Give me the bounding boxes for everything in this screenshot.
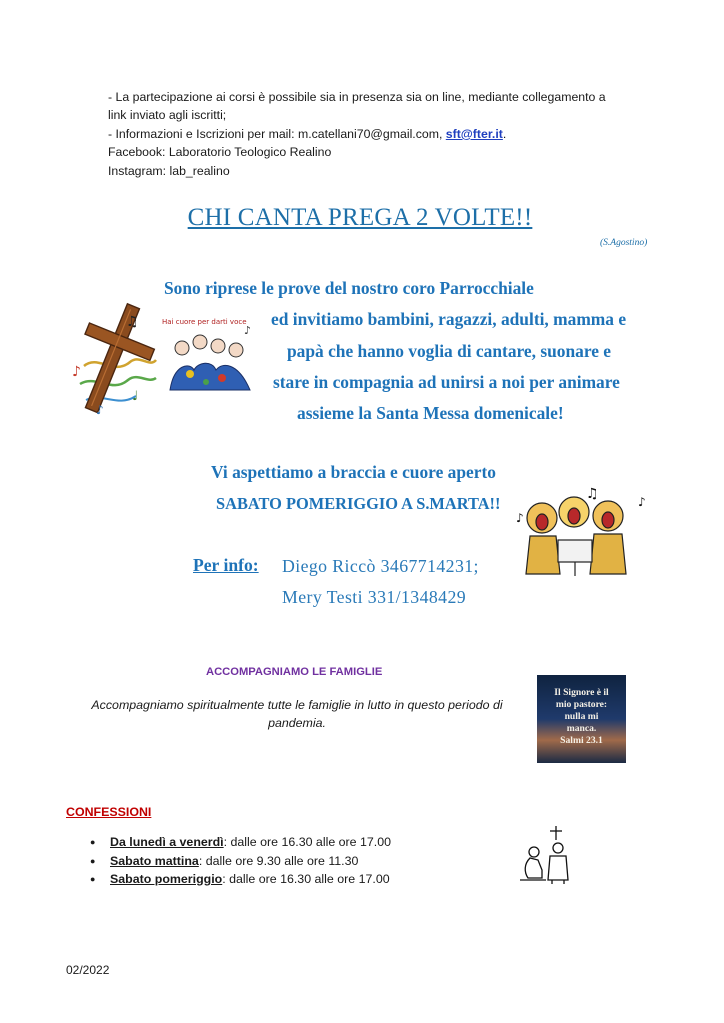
svg-text:♪: ♪ [516,511,524,525]
confession-hours: : dalle ore 16.30 alle ore 17.00 [223,835,392,849]
confession-day: Da lunedì a venerdì [110,835,224,849]
intro-line-3 [108,125,668,143]
email-link[interactable]: sft@fter.it [445,126,503,141]
svg-text:♪: ♪ [638,495,646,509]
children-choir-icon [160,312,260,392]
confession-hours: : dalle ore 9.30 alle ore 11.30 [198,853,359,868]
confessions-list [90,833,391,889]
svg-text:♪: ♪ [72,364,81,380]
psalm-line-2: mio pastore: [555,699,608,710]
intro-line-2: link inviato agli iscritti; [108,108,227,123]
footer-date: 02/2022 [66,963,110,977]
choir-line-5: assieme la Santa Messa domenicale! [297,403,564,423]
choir-line-2: ed invitiamo bambini, ragazzi, adulti, mamma e [271,309,627,329]
confession-item [90,833,391,852]
confession-day: Sabato pomeriggio [110,872,223,886]
choir-line-7: SABATO POMERIGGIO A S.MARTA!! [216,494,501,513]
singing-kids-icon [512,482,650,576]
families-text: Accompagniamo spiritualmente tutte le famiglie in lutto in questo periodo di pandemia. [91,698,503,730]
svg-text:♪: ♪ [244,324,252,337]
contact-diego: Diego Riccò 3467714231; [282,556,479,576]
contact-mery: Mery Testi 331/1348429 [282,587,467,607]
psalm-line-4: manca. [566,723,597,734]
psalm-line-1: Il Signore è il [554,687,609,698]
choir-line-6: Vi aspettiamo a braccia e cuore aperto [211,462,496,482]
svg-text:♪: ♪ [96,403,104,417]
confession-icon [516,822,574,886]
info-label: Per info: [193,555,259,575]
choir-line-4: stare in compagnia ad unirsi a noi per animare [273,372,620,392]
confession-day: Sabato mattina [110,853,199,868]
confession-hours: : dalle ore 16.30 alle ore 17.00 [222,872,390,886]
choir-attribution: (S.Agostino) [600,238,648,248]
intro-line-1: - La partecipazione ai corsi è possibile sia in presenza sia on line, mediante collegamento a [108,90,606,104]
confession-item [90,852,391,871]
families-title: ACCOMPAGNIAMO LE FAMIGLIE [206,666,383,678]
cross-music-icon [66,296,158,420]
choir-line-1: Sono riprese le prove del nostro coro Parrocchiale [164,278,534,298]
confession-item [90,870,391,889]
confessions-title: CONFESSIONI [66,805,152,819]
intro-block [108,88,668,180]
intro-line-3-end: . [502,126,507,141]
choir-title: CHI CANTA PREGA 2 VOLTE!! [187,204,533,231]
facebook-line: Facebook: Laboratorio Teologico Realino [108,145,332,160]
psalm-reference: Salmi 23.1 [560,735,603,746]
choir-line-3: papà che hanno voglia di cantare, suonare e [287,341,612,361]
psalm-line-3: nulla mi [564,711,599,722]
intro-line-3-text: - Informazioni e Iscrizioni per mail: m.catellani70@gmail.com, [108,126,446,141]
psalm-image [537,675,626,763]
svg-text:♫: ♫ [586,486,599,502]
svg-text:♫: ♫ [126,314,139,330]
choir-image-caption: Hai cuore per darti voce [162,318,247,326]
instagram-line: Instagram: lab_realino [108,163,230,178]
svg-text:♩: ♩ [132,389,139,404]
